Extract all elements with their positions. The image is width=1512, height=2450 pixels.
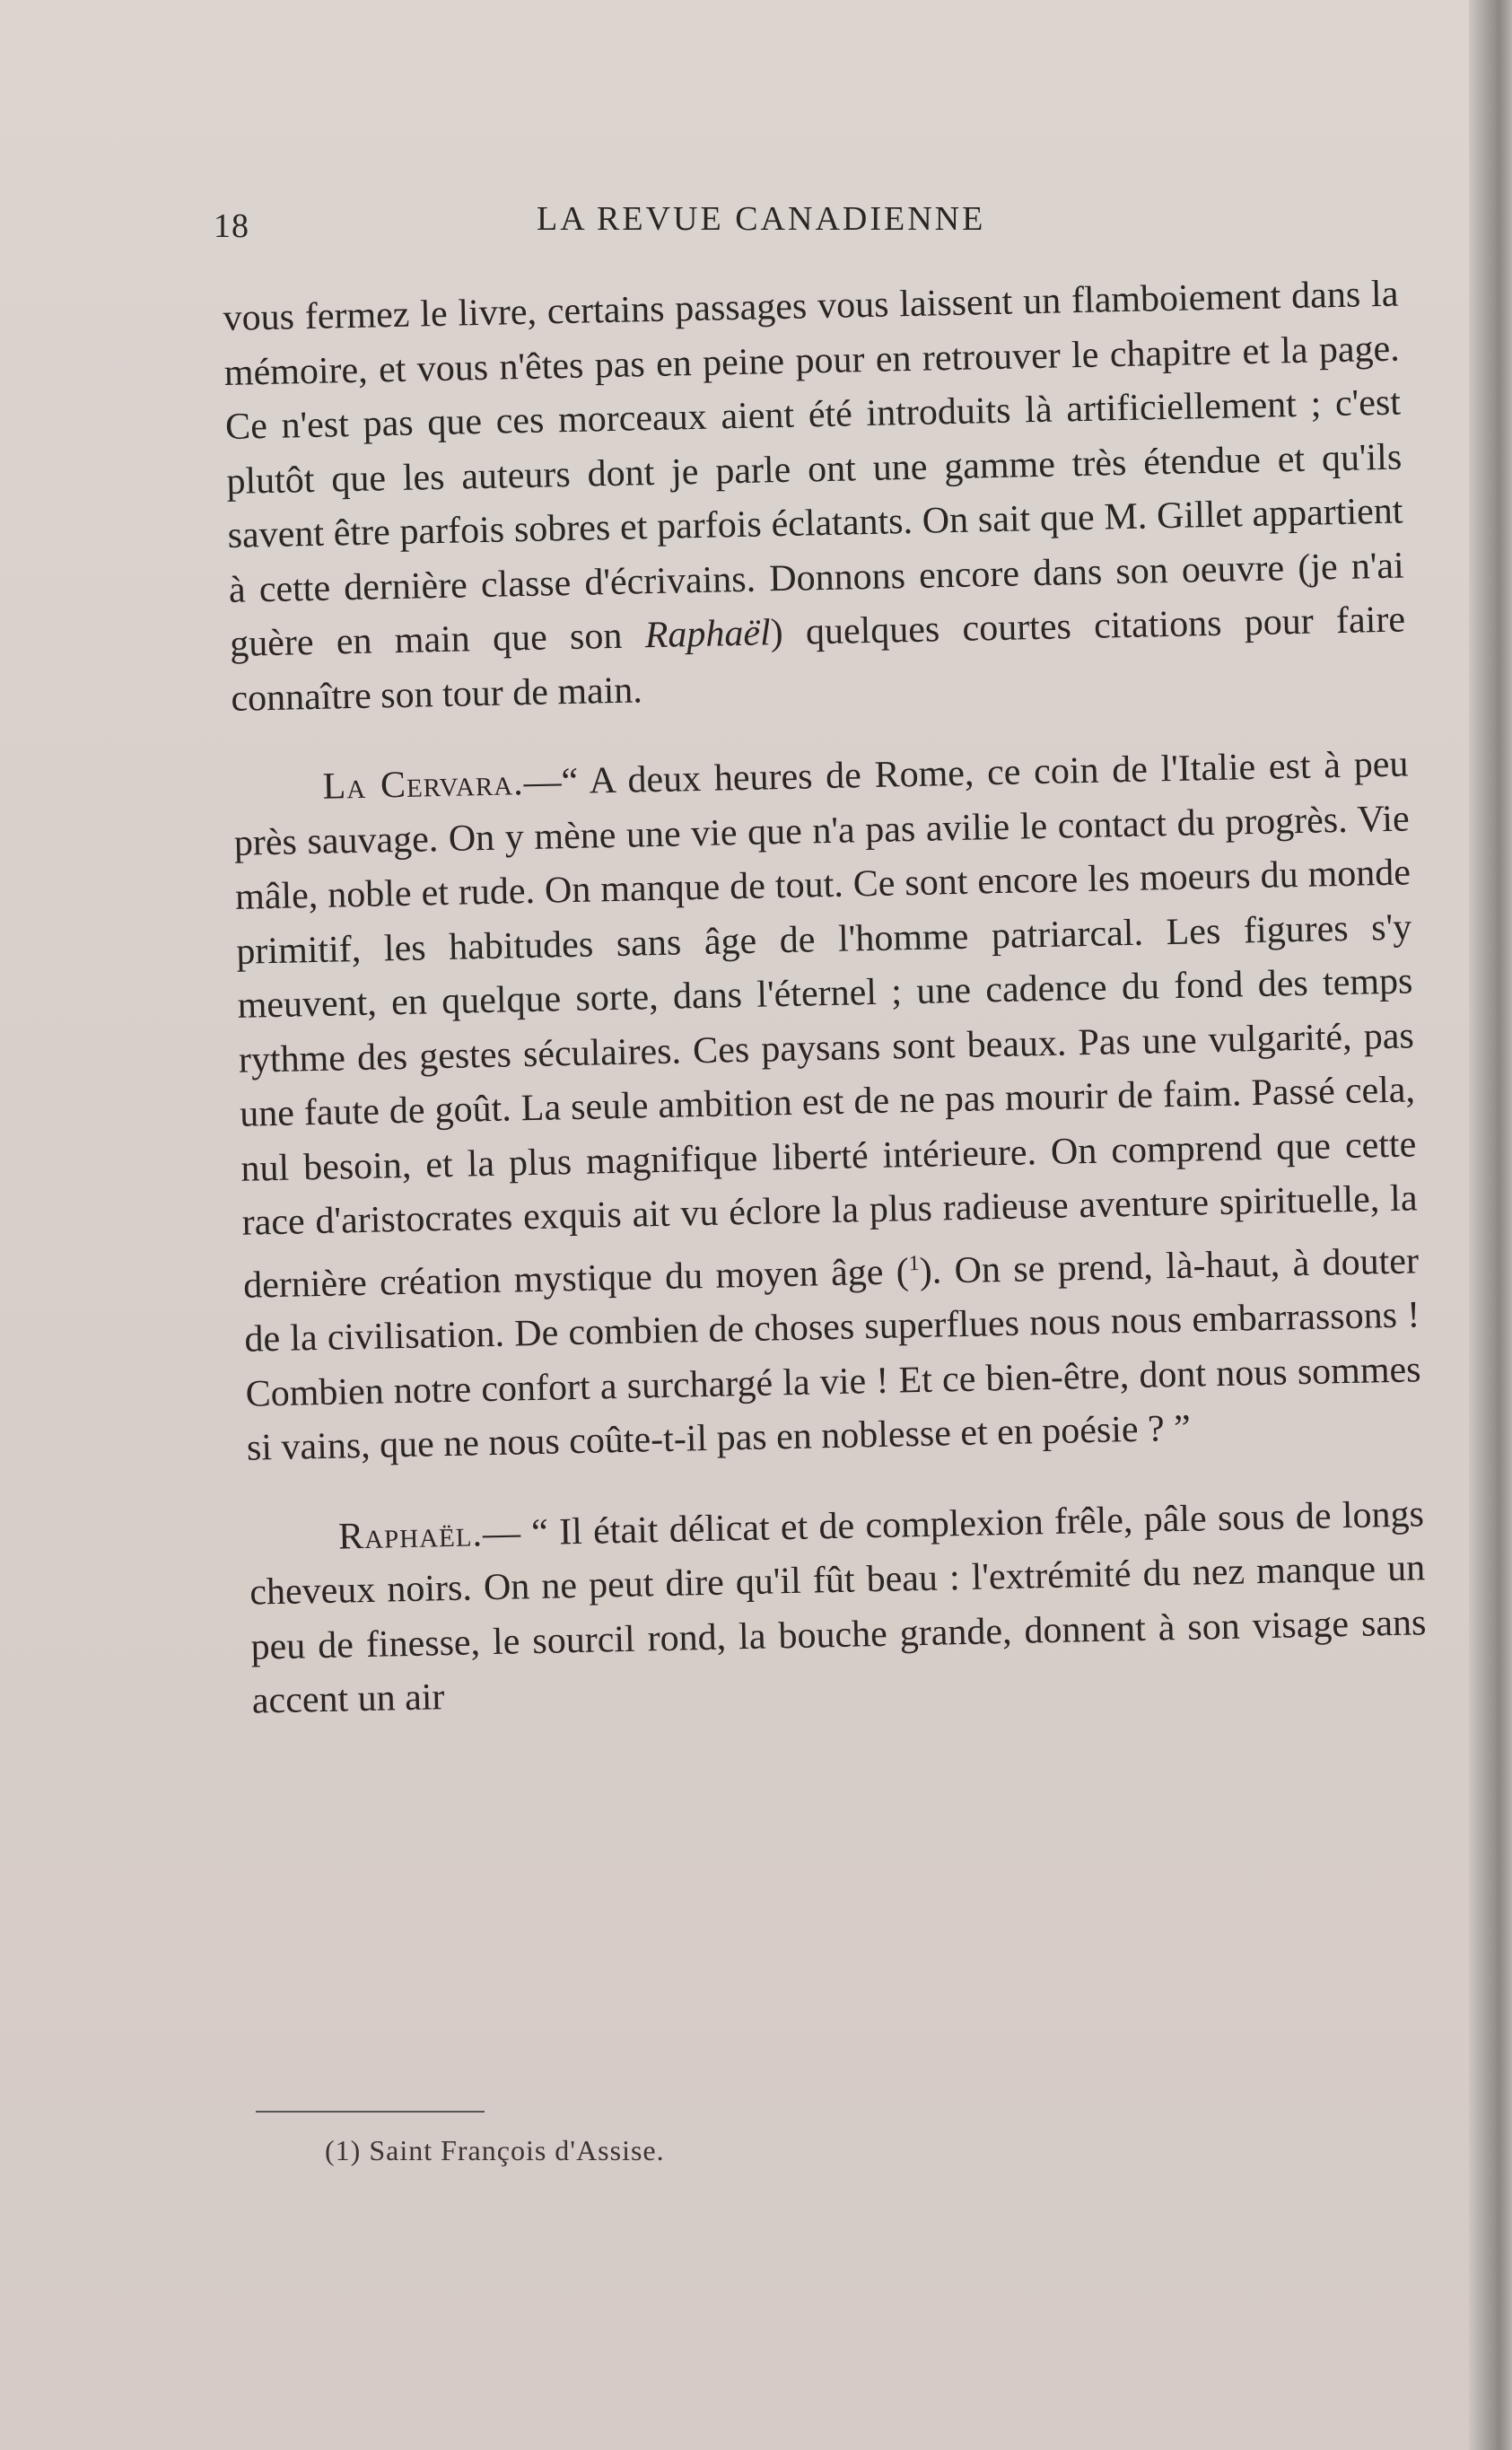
page-edge-shadow	[1469, 0, 1512, 2450]
page-number: 18	[214, 207, 249, 245]
section-lead-la-cervara: La Cervara.	[322, 762, 525, 808]
footnote-marker: (1)	[325, 2134, 362, 2166]
footnote-text: Saint François d'Assise.	[369, 2134, 665, 2166]
running-head	[214, 199, 1398, 253]
footnote	[325, 2134, 665, 2167]
section-lead-raphael: Raphaël.	[337, 1512, 484, 1558]
paragraph-2-after: ). On se prend, là-haut, à douter de la civilisation. De combien de choses superflues nous nous embarrassons ! Combien notre confort a surchargé la vie ! Et ce bien-être, dont nous sommes si vains, que ne nous coûte-t-il pas en noblesse et en poésie ? ”	[243, 1239, 1421, 1469]
paragraph-1	[223, 267, 1407, 726]
paragraph-3-text: — “ Il était délicat et de complexion frêle, pâle sous de longs cheveux noirs. On ne peut dire qu'il fût beau : l'extrémité du nez manque un peu de finesse, le sourcil rond, la bouche grande, donnent à son visage sans accent un air	[249, 1492, 1427, 1722]
paragraph-la-cervara	[232, 737, 1422, 1475]
paragraph-1-italic: Raphaël	[644, 612, 772, 657]
paragraph-1-after: ) quelques courtes citations pour faire connaître son tour de main.	[231, 599, 1406, 720]
footnote-reference: 1	[908, 1251, 920, 1275]
journal-title: LA REVUE CANADIENNE	[537, 200, 986, 238]
paragraph-2-text: —“ A deux heures de Rome, ce coin de l'Italie est à peu près sauvage. On y mène une vie que n'a pas avilie le contact du progrès. Vie mâle, noble et rude. On manque de tout. Ce sont encore les moeurs du monde primitif, les habitudes sans âge de l'homme patriarcal. Les figures s'y meuvent, en quelque sorte, dans l'éternel ; une cadence du fond des temps rythme des gestes séculaires. Ces paysans sont beaux. Pas une vulgarité, pas une faute de goût. La seule ambition est de ne pas mourir de faim. Passé cela, nul besoin, et la plus magnifique liberté intérieure. On comprend que cette race d'aristocrates exquis ait vu éclore la plus radieuse aventure spirituelle, la dernière création mystique du moyen âge (	[233, 743, 1418, 1307]
paragraph-raphael	[248, 1487, 1428, 1728]
footnote-rule	[256, 2111, 485, 2113]
paragraph-1-text: vous fermez le livre, certains passages vous laissent un flamboiement dans la mémoire, et vous n'êtes pas en peine pour en retrouver le chapitre et la page. Ce n'est pas que ces morceaux aient été introduits là artificiellement ; c'est plutôt que les auteurs dont je parle ont une gamme très étendue et qu'ils savent être parfois sobres et parfois éclatants. On sait que M. Gillet appartient à cette dernière classe d'écrivains. Donnons encore dans son oeuvre (je n'ai guère en main que son	[223, 273, 1405, 665]
body-text	[223, 267, 1428, 1729]
